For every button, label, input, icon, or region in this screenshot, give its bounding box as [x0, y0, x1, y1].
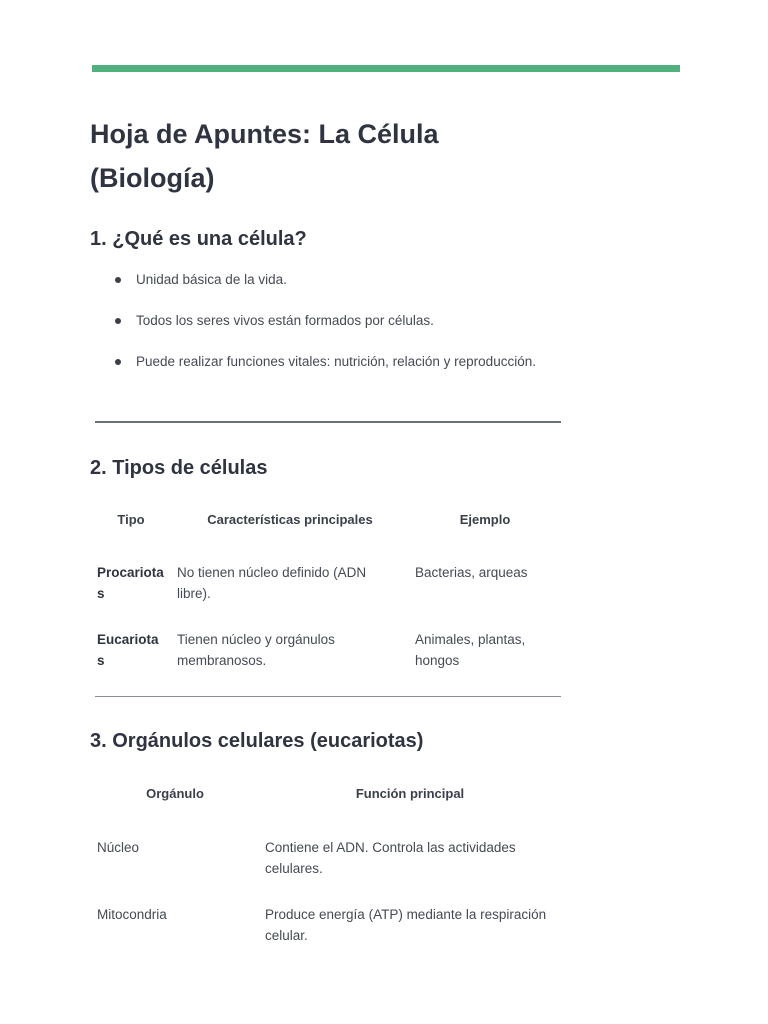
list-item: [112, 352, 536, 393]
table-cell-type: Eucariotas: [97, 632, 159, 668]
cell-definition-list: [112, 270, 536, 393]
section-divider: [95, 696, 561, 697]
table-header-row: [91, 505, 561, 533]
section-heading-what-is-cell: 1. ¿Qué es una célula?: [90, 228, 307, 250]
table-cell-type: Procariotas: [97, 565, 164, 601]
bullet-icon: [115, 359, 121, 365]
table-header-row: [91, 779, 561, 807]
document-title: Hoja de Apuntes: La Célula (Biología): [90, 119, 439, 193]
table-row: [91, 879, 561, 946]
list-item: [112, 270, 536, 311]
table-cell-organelle: Mitocondria: [97, 907, 167, 922]
table-row: [91, 807, 561, 879]
table-cell-example: Animales, plantas, hongos: [415, 632, 526, 668]
column-header-organelle: Orgánulo: [146, 785, 204, 801]
bullet-icon: [115, 318, 121, 324]
table-row: [91, 604, 561, 671]
table-cell-function: Produce energía (ATP) mediante la respiración celular.: [265, 907, 547, 943]
cell-types-table: [91, 505, 561, 671]
column-header-type: Tipo: [117, 511, 145, 527]
list-item-text: Todos los seres vivos están formados por células.: [136, 313, 434, 328]
list-item-text: Unidad básica de la vida.: [136, 272, 287, 287]
table-cell-function: Contiene el ADN. Controla las actividades celulares.: [265, 840, 516, 876]
column-header-characteristics: Características principales: [207, 511, 373, 527]
organelles-table: [91, 779, 561, 946]
list-item: [112, 311, 536, 352]
accent-bar: [92, 65, 680, 72]
table-cell-characteristics: Tienen núcleo y orgánulos membranosos.: [177, 632, 335, 668]
column-header-example: Ejemplo: [459, 511, 511, 527]
column-header-function: Función principal: [355, 785, 465, 801]
section-heading-cell-types: 2. Tipos de células: [90, 457, 268, 479]
section-divider: [95, 421, 561, 423]
table-row: [91, 533, 561, 604]
table-cell-characteristics: No tienen núcleo definido (ADN libre).: [177, 565, 367, 601]
bullet-icon: [115, 277, 121, 283]
table-cell-organelle: Núcleo: [97, 840, 140, 855]
section-heading-organelles: 3. Orgánulos celulares (eucariotas): [90, 730, 424, 752]
table-cell-example: Bacterias, arqueas: [415, 565, 528, 580]
list-item-text: Puede realizar funciones vitales: nutrición, relación y reproducción.: [136, 354, 536, 369]
